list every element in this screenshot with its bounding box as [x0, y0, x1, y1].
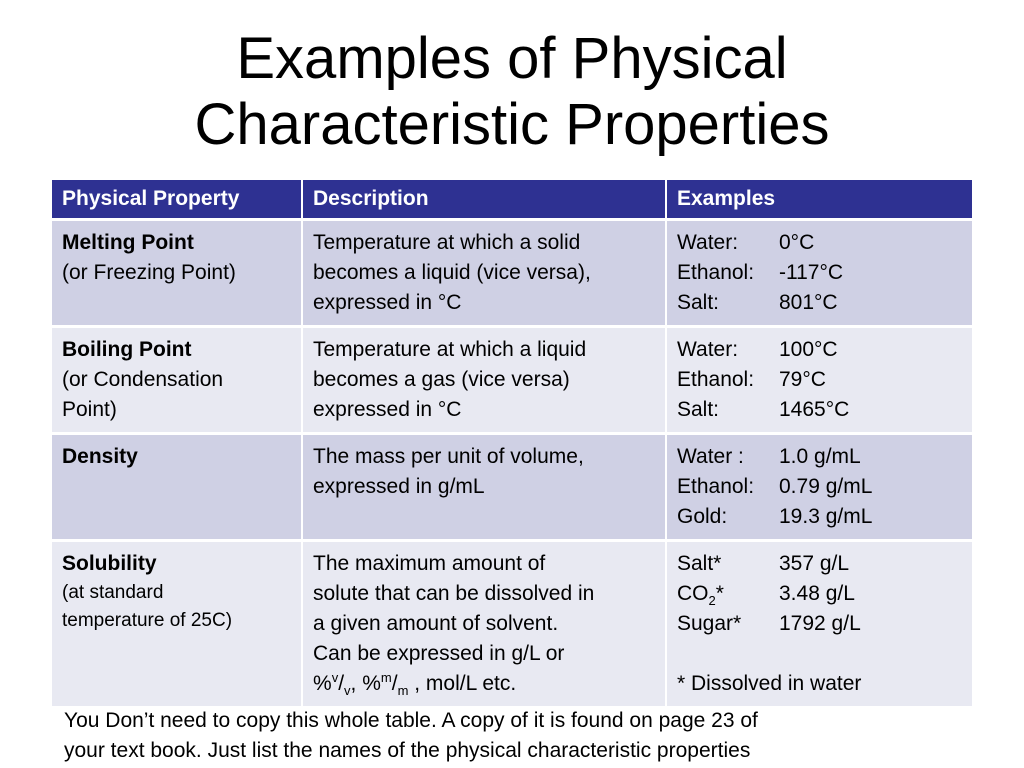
description-cell	[302, 327, 666, 434]
example-substance	[677, 579, 779, 609]
examples-cell	[666, 434, 972, 541]
example-line	[677, 395, 962, 425]
example-substance: Water:	[677, 338, 739, 361]
example-value: 100°C	[779, 338, 838, 361]
volume-superscript: v	[331, 670, 339, 685]
example-value: 3.48 g/L	[779, 582, 855, 605]
header-examples: Examples	[666, 180, 972, 220]
footer-note-line-2: your text book. Just list the names of the physical characteristic properties	[64, 739, 751, 762]
property-name: Solubility	[62, 552, 157, 575]
units-rest: , mol/L etc.	[408, 672, 517, 695]
percent-sign: %	[313, 672, 332, 695]
fraction-slash: /	[391, 672, 398, 695]
example-substance: Salt*	[677, 552, 722, 575]
example-line	[677, 365, 962, 395]
description-line: Temperature at which a liquid	[313, 338, 587, 361]
example-substance: Salt:	[677, 398, 720, 421]
example-line	[677, 502, 962, 532]
table-row-melting-point	[52, 220, 972, 327]
footnote: * Dissolved in water	[677, 672, 862, 695]
example-substance: Water :	[677, 445, 744, 468]
example-line	[677, 609, 962, 639]
page-title	[0, 26, 1024, 158]
example-value: 1465°C	[779, 398, 850, 421]
description-line: expressed in °C	[313, 291, 462, 314]
example-value: 1792 g/L	[779, 612, 861, 635]
example-value: 79°C	[779, 368, 826, 391]
example-line	[677, 228, 962, 258]
description-line: Can be expressed in g/L or	[313, 642, 565, 665]
separator: , %	[350, 672, 381, 695]
example-value: 19.3 g/mL	[779, 505, 873, 528]
property-cell	[52, 434, 302, 541]
example-line	[677, 579, 962, 609]
table-row-solubility	[52, 541, 972, 708]
property-cell	[52, 327, 302, 434]
example-substance: Water:	[677, 231, 739, 254]
property-name: Melting Point	[62, 231, 194, 254]
property-name: Boiling Point	[62, 338, 192, 361]
example-substance: Ethanol:	[677, 368, 755, 391]
description-line: Temperature at which a solid	[313, 231, 581, 254]
page-title-line-1: Examples of Physical	[236, 26, 788, 91]
property-alt-name: (at standard	[62, 582, 164, 603]
description-line: solute that can be dissolved in	[313, 582, 595, 605]
property-cell	[52, 220, 302, 327]
example-value: 0.79 g/mL	[779, 475, 873, 498]
property-cell	[52, 541, 302, 708]
description-line: expressed in g/mL	[313, 475, 485, 498]
physical-properties-table	[52, 180, 972, 709]
footer-note-line-1: You Don’t need to copy this whole table. A copy of it is found on page 23 of	[64, 709, 758, 732]
co2-formula: CO	[677, 582, 709, 605]
description-units-line	[313, 669, 655, 699]
footer-note	[64, 706, 964, 766]
description-line: The maximum amount of	[313, 552, 546, 575]
property-alt-name: Point)	[62, 398, 117, 421]
fraction-slash: /	[338, 672, 345, 695]
description-cell	[302, 434, 666, 541]
example-substance: Salt:	[677, 291, 720, 314]
property-name: Density	[62, 445, 138, 468]
table-header-row	[52, 180, 972, 220]
description-line: a given amount of solvent.	[313, 612, 559, 635]
property-alt-name: (or Freezing Point)	[62, 261, 236, 284]
asterisk: *	[715, 582, 724, 605]
examples-cell	[666, 541, 972, 708]
example-line	[677, 335, 962, 365]
property-alt-name: temperature of 25C)	[62, 610, 233, 631]
example-value: 801°C	[779, 291, 838, 314]
table-row-boiling-point	[52, 327, 972, 434]
example-substance: Sugar*	[677, 612, 742, 635]
example-substance: Ethanol:	[677, 261, 755, 284]
description-cell	[302, 220, 666, 327]
example-value: 1.0 g/mL	[779, 445, 861, 468]
example-line	[677, 472, 962, 502]
example-line	[677, 442, 962, 472]
examples-cell	[666, 327, 972, 434]
description-line: expressed in °C	[313, 398, 462, 421]
description-line: The mass per unit of volume,	[313, 445, 584, 468]
description-line: becomes a liquid (vice versa),	[313, 261, 591, 284]
volume-subscript: v	[344, 683, 351, 699]
co2-subscript: 2	[708, 593, 716, 609]
page-title-line-2: Characteristic Properties	[194, 92, 830, 157]
spacer	[677, 639, 962, 669]
mass-superscript: m	[380, 670, 392, 685]
mass-subscript: m	[397, 683, 409, 699]
example-line	[677, 549, 962, 579]
description-line: becomes a gas (vice versa)	[313, 368, 570, 391]
examples-cell	[666, 220, 972, 327]
table-row-density	[52, 434, 972, 541]
example-line	[677, 258, 962, 288]
example-value: -117°C	[779, 261, 844, 284]
property-alt-name: (or Condensation	[62, 368, 224, 391]
header-physical-property: Physical Property	[52, 180, 302, 220]
example-substance: Ethanol:	[677, 475, 755, 498]
example-line	[677, 288, 962, 318]
example-substance: Gold:	[677, 505, 728, 528]
example-value: 0°C	[779, 231, 815, 254]
description-cell	[302, 541, 666, 708]
header-description: Description	[302, 180, 666, 220]
example-value: 357 g/L	[779, 552, 850, 575]
